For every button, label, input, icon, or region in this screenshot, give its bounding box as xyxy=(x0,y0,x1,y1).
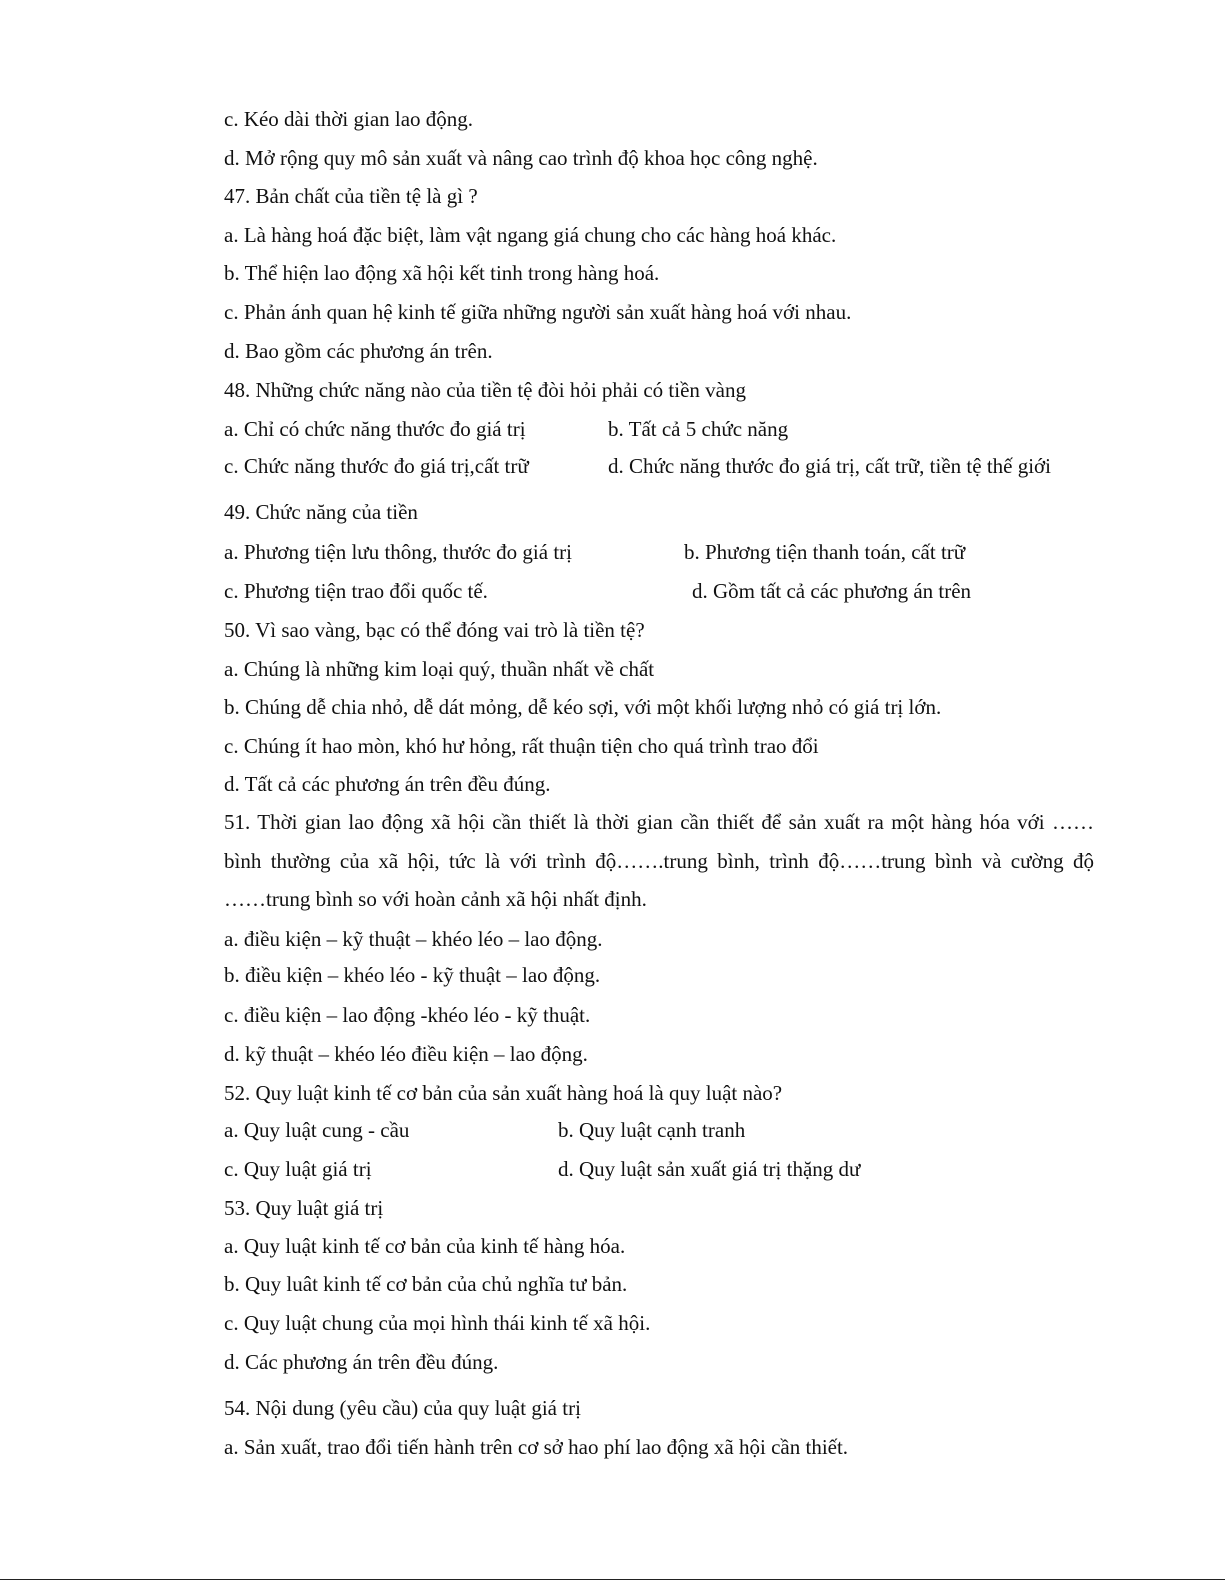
option-48a: a. Chỉ có chức năng thước đo giá trị xyxy=(224,417,526,441)
option-50a: a. Chúng là những kim loại quý, thuần nhất về chất xyxy=(224,657,655,681)
question-53: 53. Quy luật giá trị xyxy=(224,1196,384,1220)
question-51-line-2: bình thường của xã hội, tức là với trình độ…….trung bình, trình độ……trung bình và cường độ xyxy=(224,849,1094,873)
option-51c: c. điều kiện – lao động -khéo léo - kỹ thuật. xyxy=(224,1003,591,1027)
option-54a: a. Sản xuất, trao đổi tiến hành trên cơ sở hao phí lao động xã hội cần thiết. xyxy=(224,1435,849,1459)
question-49: 49. Chức năng của tiền xyxy=(224,500,418,524)
option-50b: b. Chúng dễ chia nhỏ, dễ dát mỏng, dễ kéo sợi, với một khối lượng nhỏ có giá trị lớn. xyxy=(224,695,942,719)
option-52c: c. Quy luật giá trị xyxy=(224,1157,372,1181)
question-52: 52. Quy luật kinh tế cơ bản của sản xuất hàng hoá là quy luật nào? xyxy=(224,1081,783,1105)
bottom-border-line xyxy=(0,1579,1225,1580)
option-49a: a. Phương tiện lưu thông, thước đo giá trị xyxy=(224,540,572,564)
question-48: 48. Những chức năng nào của tiền tệ đòi hỏi phải có tiền vàng xyxy=(224,378,746,402)
text-line: c. Kéo dài thời gian lao động. xyxy=(224,107,474,131)
option-51a: a. điều kiện – kỹ thuật – khéo léo – lao động. xyxy=(224,927,603,951)
option-47b: b. Thể hiện lao động xã hội kết tinh trong hàng hoá. xyxy=(224,261,660,285)
question-51-line-3: ……trung bình so với hoàn cảnh xã hội nhất định. xyxy=(224,887,647,911)
option-52b: b. Quy luật cạnh tranh xyxy=(558,1118,746,1142)
option-48d: d. Chức năng thước đo giá trị, cất trữ, tiền tệ thế giới xyxy=(608,454,1051,478)
question-51-line-1: 51. Thời gian lao động xã hội cần thiết là thời gian cần thiết để sản xuất ra một hàng hóa với …… xyxy=(224,810,1094,834)
option-52d: d. Quy luật sản xuất giá trị thặng dư xyxy=(558,1157,861,1181)
option-51b: b. điều kiện – khéo léo - kỹ thuật – lao động. xyxy=(224,963,601,987)
option-47c: c. Phản ánh quan hệ kinh tế giữa những người sản xuất hàng hoá với nhau. xyxy=(224,300,852,324)
option-53d: d. Các phương án trên đều đúng. xyxy=(224,1350,499,1374)
option-48c: c. Chức năng thước đo giá trị,cất trữ xyxy=(224,454,529,478)
question-54: 54. Nội dung (yêu cầu) của quy luật giá trị xyxy=(224,1396,581,1420)
option-49b: b. Phương tiện thanh toán, cất trữ xyxy=(684,540,966,564)
option-50c: c. Chúng ít hao mòn, khó hư hỏng, rất thuận tiện cho quá trình trao đổi xyxy=(224,734,819,758)
option-47d: d. Bao gồm các phương án trên. xyxy=(224,339,493,363)
question-47: 47. Bản chất của tiền tệ là gì ? xyxy=(224,184,478,208)
question-50: 50. Vì sao vàng, bạc có thể đóng vai trò là tiền tệ? xyxy=(224,618,645,642)
option-53a: a. Quy luật kinh tế cơ bản của kinh tế hàng hóa. xyxy=(224,1234,626,1258)
option-47a: a. Là hàng hoá đặc biệt, làm vật ngang giá chung cho các hàng hoá khác. xyxy=(224,223,837,247)
option-52a: a. Quy luật cung - cầu xyxy=(224,1118,410,1142)
option-48b: b. Tất cả 5 chức năng xyxy=(608,417,789,441)
option-51d: d. kỹ thuật – khéo léo điều kiện – lao động. xyxy=(224,1042,588,1066)
option-53c: c. Quy luật chung của mọi hình thái kinh tế xã hội. xyxy=(224,1311,651,1335)
text-line: d. Mở rộng quy mô sản xuất và nâng cao trình độ khoa học công nghệ. xyxy=(224,146,818,170)
option-49d: d. Gồm tất cả các phương án trên xyxy=(692,579,972,603)
option-53b: b. Quy luât kinh tế cơ bản của chủ nghĩa tư bản. xyxy=(224,1272,628,1296)
option-50d: d. Tất cả các phương án trên đều đúng. xyxy=(224,772,551,796)
option-49c: c. Phương tiện trao đổi quốc tế. xyxy=(224,579,488,603)
